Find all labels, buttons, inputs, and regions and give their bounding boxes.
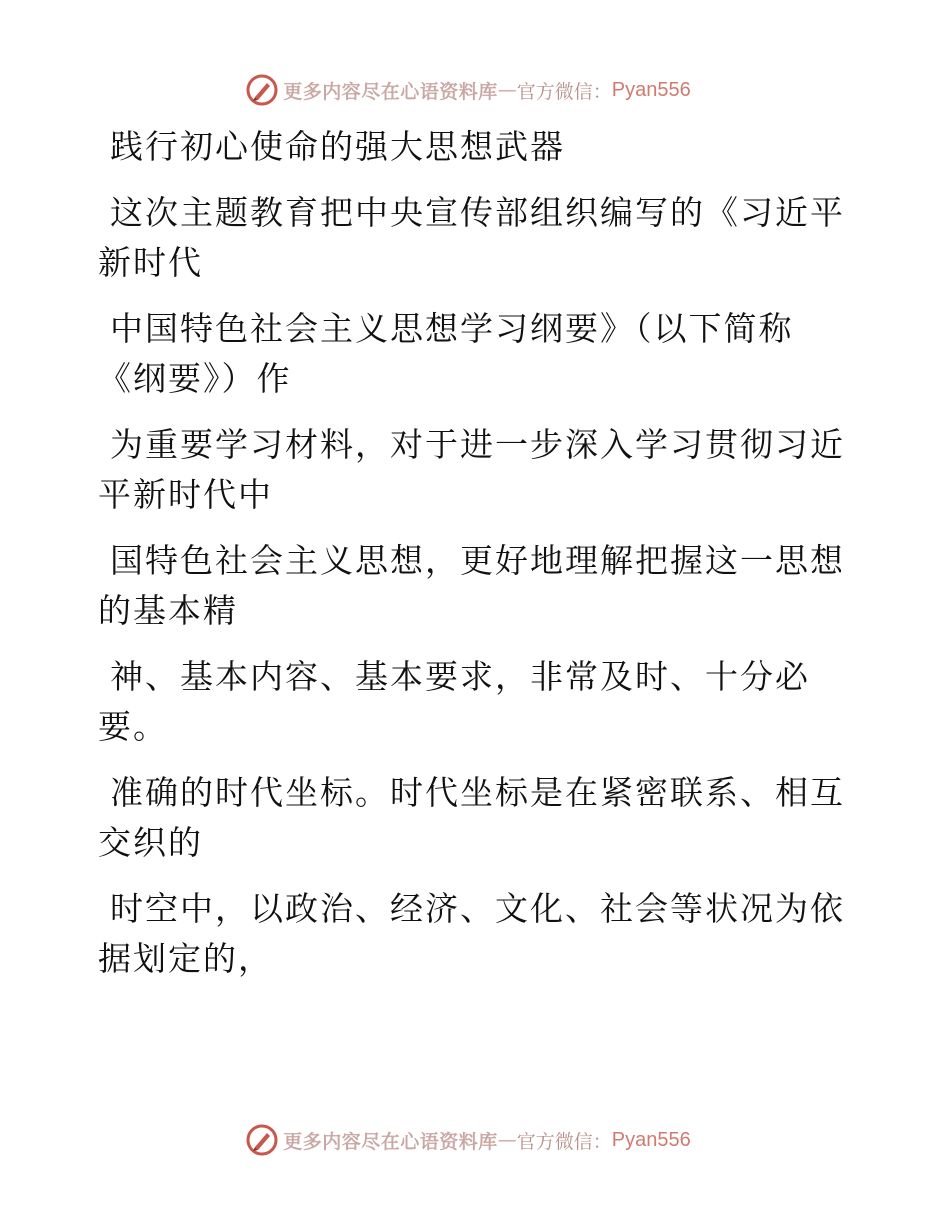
footer-watermark bbox=[0, 1120, 950, 1160]
document-body bbox=[98, 122, 845, 984]
watermark-dash: — bbox=[497, 1129, 517, 1151]
pen-logo-icon bbox=[245, 73, 279, 107]
text-line: 践行初心使命的强大思想武器 bbox=[110, 127, 565, 166]
text-line: 《纲要》）作 bbox=[98, 359, 292, 398]
text-line: 神、基本内容、基本要求，非常及时、十分必 bbox=[110, 657, 810, 696]
watermark-brand-text: 更多内容尽在心语资料库 bbox=[283, 80, 498, 103]
text-line: 要。 bbox=[98, 707, 168, 746]
text-line: 中国特色社会主义思想学习纲要》（以下简称 bbox=[110, 309, 794, 348]
text-line: 新时代 bbox=[98, 243, 203, 282]
watermark-dash: — bbox=[497, 79, 517, 101]
text-line: 平新时代中 bbox=[98, 475, 273, 514]
text-line: 据划定的， bbox=[98, 939, 273, 978]
paragraph bbox=[98, 122, 838, 172]
watermark-wechat-id: Pyan556 bbox=[611, 1128, 691, 1151]
watermark-wechat-label: 官方微信： bbox=[516, 1130, 612, 1153]
paragraph bbox=[98, 420, 845, 520]
watermark-wechat-id: Pyan556 bbox=[611, 78, 691, 101]
pen-logo-icon bbox=[245, 1123, 279, 1157]
text-line: 交织的 bbox=[98, 823, 203, 862]
watermark-wechat-label: 官方微信： bbox=[516, 80, 612, 103]
text-line: 时空中，以政治、经济、文化、社会等状况为依 bbox=[110, 889, 845, 928]
paragraph bbox=[98, 768, 845, 868]
paragraph bbox=[98, 884, 845, 984]
paragraph bbox=[98, 304, 838, 404]
paragraph bbox=[98, 536, 845, 636]
text-line: 这次主题教育把中央宣传部组织编写的《习近平 bbox=[110, 193, 845, 232]
text-line: 的基本精 bbox=[98, 591, 238, 630]
header-watermark bbox=[0, 70, 950, 110]
text-line: 准确的时代坐标。时代坐标是在紧密联系、相互 bbox=[110, 773, 845, 812]
text-line: 为重要学习材料，对于进一步深入学习贯彻习近 bbox=[110, 425, 845, 464]
paragraph bbox=[98, 188, 845, 288]
paragraph bbox=[98, 652, 838, 752]
watermark-brand-text: 更多内容尽在心语资料库 bbox=[283, 1130, 498, 1153]
text-line: 国特色社会主义思想，更好地理解把握这一思想 bbox=[110, 541, 845, 580]
